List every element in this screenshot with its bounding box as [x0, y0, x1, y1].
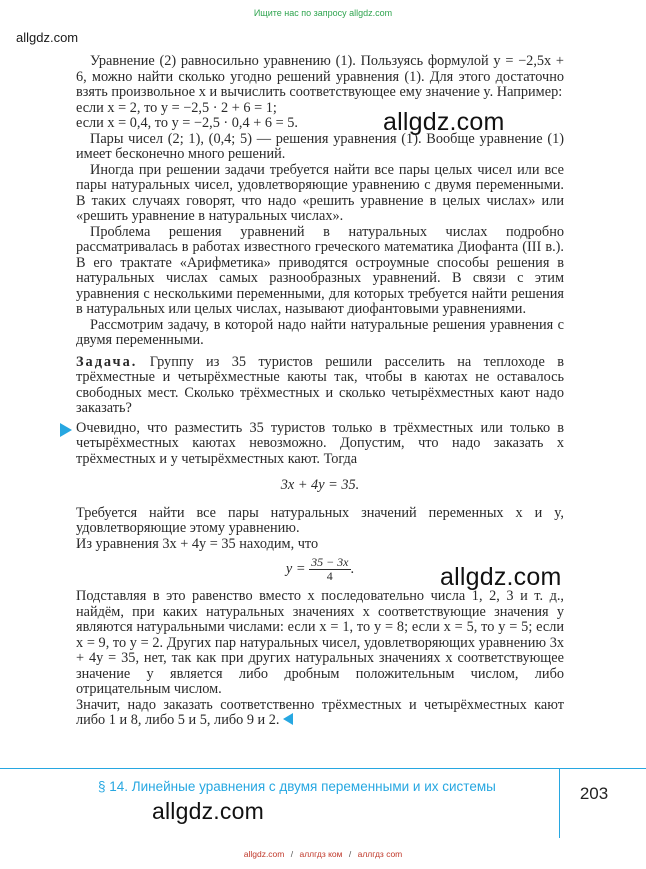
solution-start-marker-icon [60, 423, 72, 437]
watermark-3: allgdz.com [152, 798, 264, 824]
task-text: Группу из 35 туристов решили расселить на теплоходе в трёхместные и четырёхместные каюты так, чтобы в каютах не оставалось свободных мест. Сколько трёхместных и сколько четырёхместных кают надо заказать? [76, 353, 564, 416]
task-label: Задача. [76, 353, 138, 370]
equation-2-end: . [350, 560, 355, 577]
section-title: § 14. Линейные уравнения с двумя переменными и их системы [98, 779, 496, 794]
fraction-numerator: 35 − 3x [311, 555, 349, 569]
bottom-link-1[interactable]: allgdz.com [243, 849, 285, 859]
paragraph-2: Пары чисел (2; 1), (0,4; 5) — решения уравнения (1). Вообще уравнение (1) имеет бесконечно много решений. [76, 130, 564, 162]
site-label: allgdz.com [16, 30, 79, 45]
watermark-2: allgdz.com [440, 563, 562, 591]
top-banner: Ищите нас по запросу allgdz.com [253, 8, 393, 18]
paragraph-4: Проблема решения уравнений в натуральных числах подробно рассматривалась в работах известного греческого математика Диофанта (III в.). В его трактате «Арифметика» приводятся остроумные способы решения в натуральных числах самых разнообразных уравнений. В связи с этим уравнения с несколькими переменными, для которых требуется найти решения в натуральных или целых числах, называют диофантовыми уравнениями. [76, 223, 564, 317]
solution-text-5 [76, 698, 564, 729]
task-block [76, 355, 564, 417]
paragraph-5: Рассмотрим задачу, в которой надо найти натуральные решения уравнения с двумя переменными. [76, 316, 564, 348]
fraction-denominator: 4 [326, 569, 333, 583]
solution-text-2: Требуется найти все пары натуральных значений переменных x и y, удовлетворяющие этому уравнению. [76, 504, 564, 536]
example-2: если x = 0,4, то y = −2,5 · 0,4 + 6 = 5. [76, 115, 298, 131]
paragraph-1: Уравнение (2) равносильно уравнению (1). Пользуясь формулой y = −2,5x + 6, можно найти сколько угодно решений уравнения (1). Для этого достаточно взять произвольное x и вычислить соответствующее ему значение y. Например: [76, 53, 564, 100]
footer-divider [0, 768, 560, 769]
solution-text-3: Из уравнения 3x + 4y = 35 находим, что [76, 535, 319, 552]
bottom-link-3[interactable]: аллгдз com [357, 849, 403, 859]
watermark-1: allgdz.com [383, 108, 505, 136]
link-separator: / [348, 849, 352, 859]
example-1: если x = 2, то y = −2,5 · 2 + 6 = 1; [76, 99, 277, 116]
bottom-links [0, 849, 646, 859]
solution-conclusion: Значит, надо заказать соответственно трёхместных и четырёхместных кают либо 1 и 8, либо 5 и 5, либо 9 и 2. [76, 696, 564, 728]
link-separator: / [290, 849, 294, 859]
solution-text-1: Очевидно, что разместить 35 туристов только в трёхместных или только в четырёхместных каютах невозможно. Допустим, что надо заказать x трёхместных и y четырёхместных кают. Тогда [76, 419, 564, 467]
solution-end-marker-icon [283, 713, 293, 725]
equation-2-lhs: y = [285, 560, 306, 577]
equation-2-fraction [309, 556, 350, 583]
paragraph-3: Иногда при решении задачи требуется найти все пары целых чисел или все пары натуральных чисел, удовлетворяющие уравнению с двумя переменными. В таких случаях говорят, что надо «решить уравнение в целых числах» или «решить уравнение в натуральных числах». [76, 161, 564, 224]
page-content [76, 54, 564, 729]
solution-text-4: Подставляя в это равенство вместо x последовательно числа 1, 2, 3 и т. д., найдём, при каких натуральных значениях x соответствующие значения y являются натуральными числами: если x = 1, то y = 8; если x = 5, то y = 5; если x = 9, то y = 2. Других пар натуральных чисел, удовлетворяющих уравнению 3x + 4y = 35, нет, так как при других натуральных значениях x соответствующее значение y является либо дробным положительным числом, либо отрицательным числом. [76, 588, 564, 697]
bottom-link-2[interactable]: аллгдз ком [299, 849, 343, 859]
equation-1: 3x + 4y = 35. [280, 477, 360, 493]
page-number: 203 [579, 784, 609, 803]
